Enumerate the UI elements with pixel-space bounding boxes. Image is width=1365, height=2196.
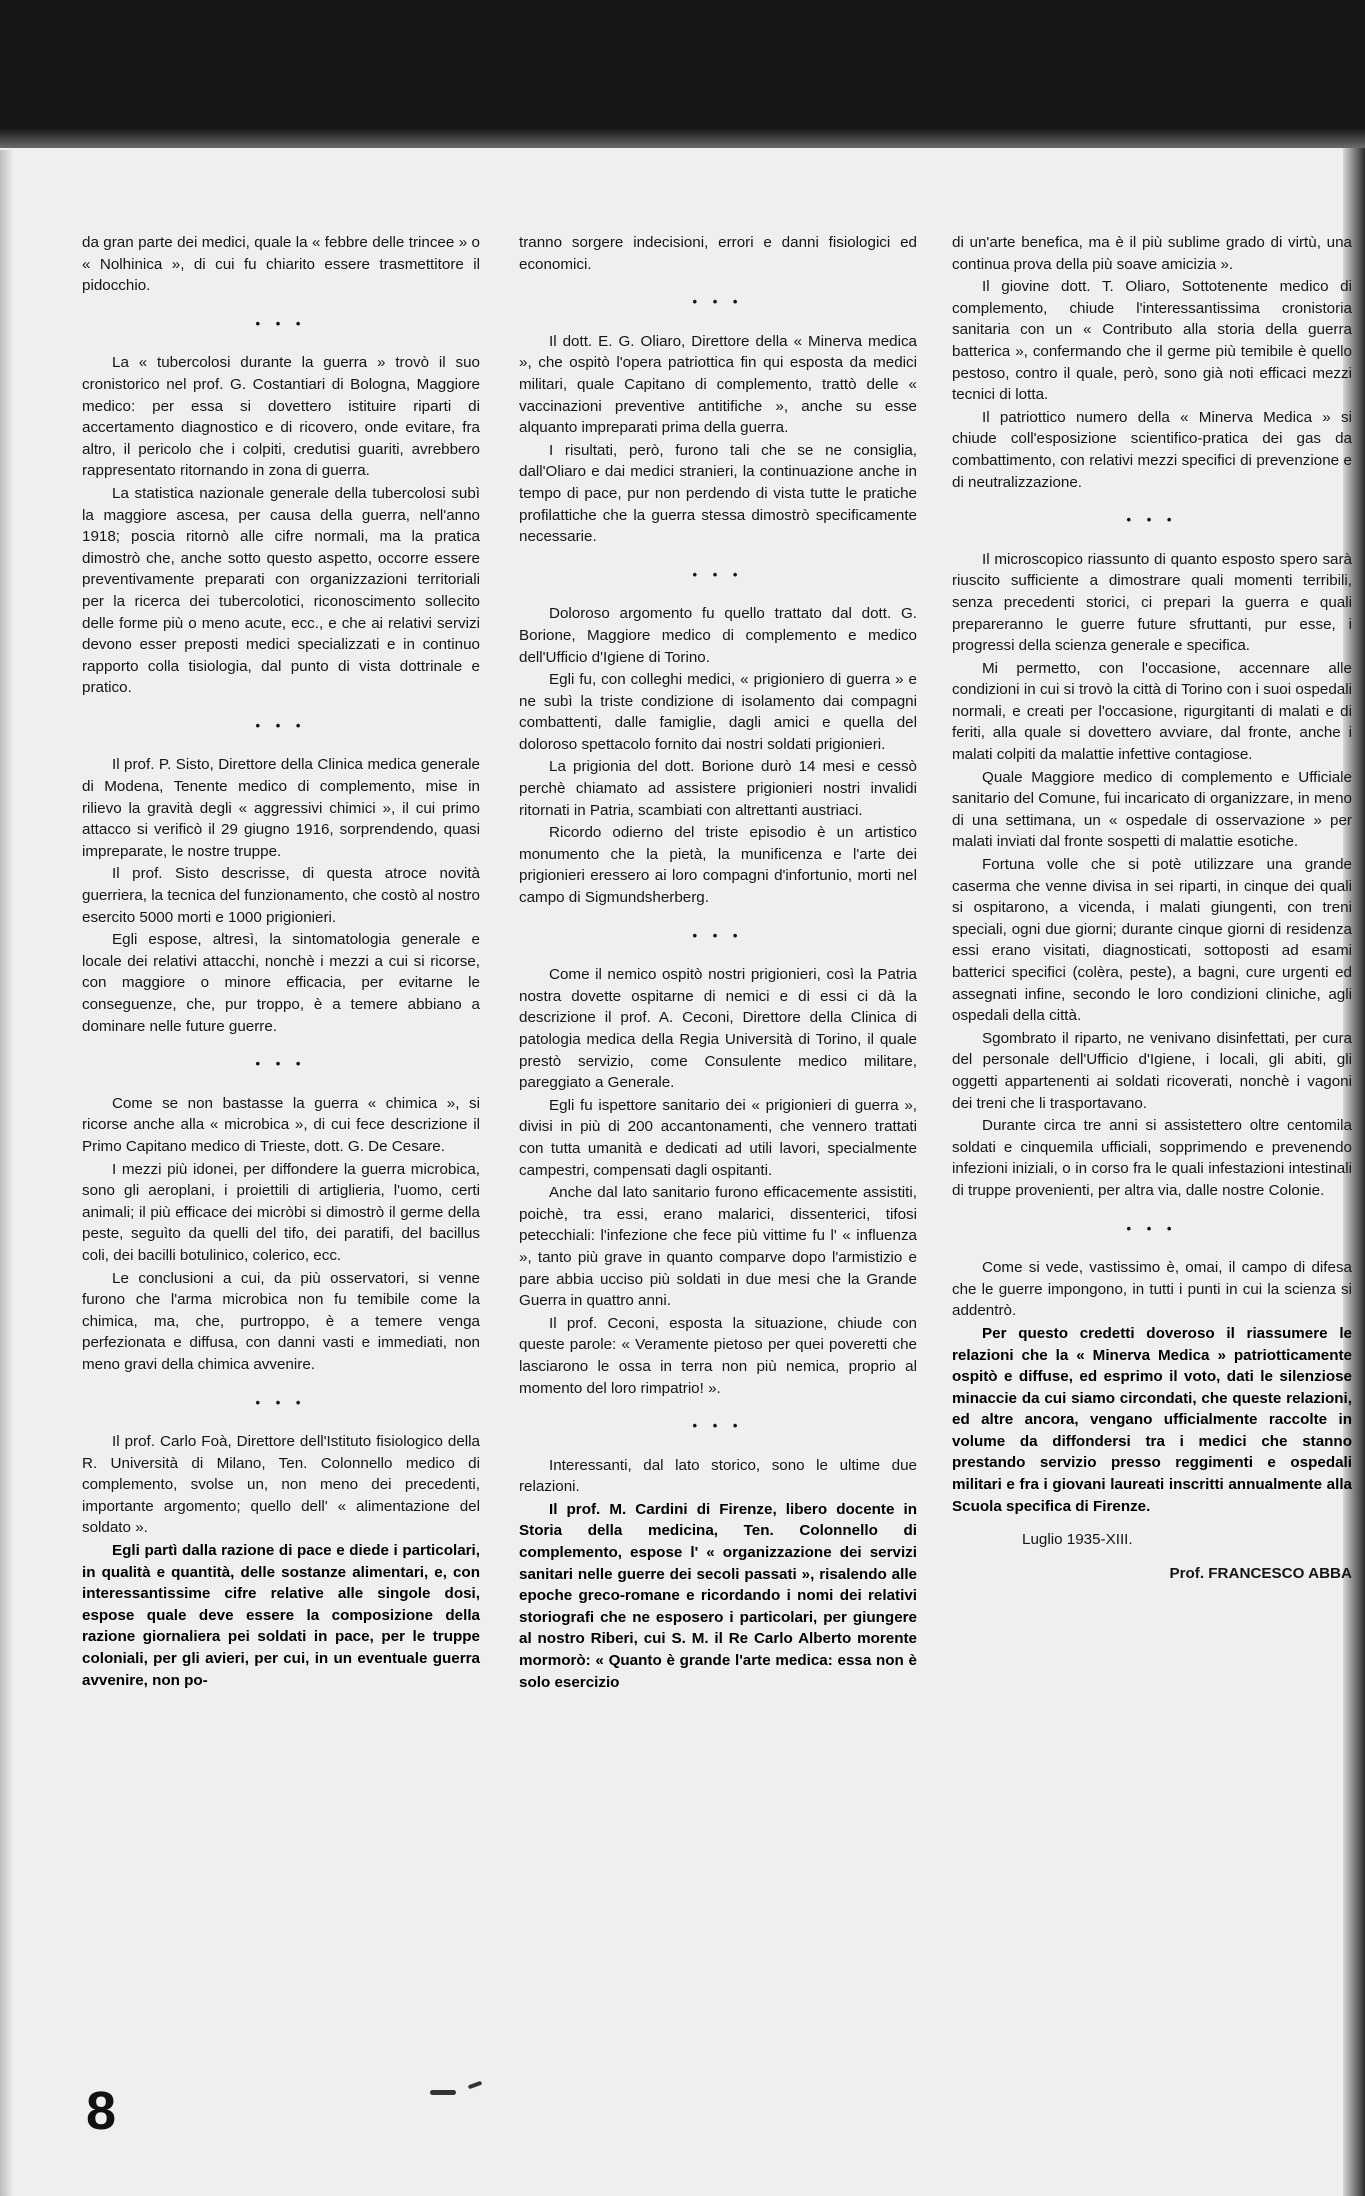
paragraph: Il giovine dott. T. Oliaro, Sottotenente medico di complemento, chiude l'interessantissima cronistoria sanitaria con un « Contributo alla storia della guerra batterica », confermando che il germe più temibile è quello pestoso, contro il quale, però, sono già noti efficaci mezzi tecnici di lotta. bbox=[952, 278, 1352, 404]
paragraph: La prigionia del dott. Borione durò 14 mesi e cessò perchè chiamato ad assistere prigionieri nostri invalidi ritornati in Patria, scambiati con altrettanti austriaci. bbox=[519, 758, 917, 819]
signature-name: Prof. FRANCESCO ABBA bbox=[1169, 1564, 1352, 1582]
paragraph: Mi permetto, con l'occasione, accennare alle condizioni in cui si trovò la città di Torino con i suoi ospedali normali, e creati per l'occasione, rigurgitanti di malati e di feriti, alla quale si dovettero avviare, dal fronte, anche i malati colpiti da malattie infettive contagiose. bbox=[952, 659, 1352, 764]
paragraph: La statistica nazionale generale della tubercolosi subì la maggiore ascesa, per causa della guerra, nell'anno 1918; poscia ritornò alle cifre normali, ma la pratica dimostrò che, anche sotto questo aspetto, occorre essere preventivamente preparati con organizzazioni territoriali per la ricerca dei tubercolotici, riconoscimento sollecito delle forme più o meno acute, ecc., e che ai relativi servizi devono esser preposti medici specializzati e in continuo rapporto colla tisiologia, dal punto di vista dottrinale e pratico. bbox=[82, 484, 480, 697]
paragraph: Ricordo odierno del triste episodio è un artistico monumento che la pietà, la munificenza e l'arte dei prigionieri eressero ai loro compagni d'infortunio, morti nel campo di Sigmundsherberg. bbox=[519, 824, 917, 907]
article-page bbox=[82, 232, 1360, 2152]
text-column-3 bbox=[952, 232, 1352, 1584]
paragraph: Il dott. E. G. Oliaro, Direttore della « Minerva medica », che ospitò l'opera patriottica fin qui esposta da medici militari, quale Capitano di complemento, trattò delle « vaccinazioni preventive antitifiche », anche su esse alquanto impreparati prima della guerra. bbox=[519, 332, 917, 437]
paragraph: Le conclusioni a cui, da più osservatori, si venne furono che l'arma microbica non fu temibile come la chimica, ma, che, purtroppo, è a temere venga perfezionata e diffusa, con danni vasti e immediati, non meno gravi della chimica avvenire. bbox=[82, 1269, 480, 1373]
paragraph: Doloroso argomento fu quello trattato dal dott. G. Borione, Maggiore medico di complemento e medico dell'Ufficio d'Igiene di Torino. bbox=[519, 605, 917, 666]
section-separator: • • • bbox=[255, 1056, 307, 1072]
paragraph: Il prof. Ceconi, esposta la situazione, chiude con queste parole: « Veramente pietoso per quei poveretti che lasciarono le ossa in terra non più nemica, proprio al momento del loro rimpatrio! ». bbox=[519, 1314, 917, 1397]
paragraph: Interessanti, dal lato storico, sono le ultime due relazioni. bbox=[519, 1456, 917, 1496]
paragraph: Anche dal lato sanitario furono efficacemente assistiti, poichè, tra essi, erano malarici, dissenterici, tifosi petecchiali: l'infezione che fece più vittime fu l' « influenza », tanto più grave in quanto comparve dopo l'armistizio e pare abbia ucciso più soldati in due mesi che la Grande Guerra in quattro anni. bbox=[519, 1184, 917, 1310]
paragraph: Egli espose, altresì, la sintomatologia generale e locale dei relativi attacchi, nonchè i mezzi a cui si ricorse, con maggiore o minore efficacia, per evitarne le conseguenze, che, pur troppo, è a temere abbiano a dominare nelle future guerre. bbox=[82, 931, 480, 1035]
paragraph: Il patriottico numero della « Minerva Medica » si chiude coll'esposizione scientifico-pratica dei gas da combattimento, con relativi mezzi specifici di prevenzione e di neutralizzazione. bbox=[952, 408, 1352, 491]
section-separator: • • • bbox=[1126, 512, 1178, 528]
scan-top-border bbox=[0, 0, 1365, 148]
section-separator: • • • bbox=[692, 1418, 744, 1434]
paragraph: Durante circa tre anni si assistettero oltre centomila soldati e cinquemila ufficiali, sopprimendo e prevenendo infezioni iniziali, o in corso fra le quali infestazioni intestinali di truppe provenienti, per altra via, dalle nostre Colonie. bbox=[952, 1117, 1352, 1199]
section-separator: • • • bbox=[255, 315, 307, 331]
paragraph: di un'arte benefica, ma è il più sublime grado di virtù, una continua prova della più soave amicizia ». bbox=[952, 234, 1352, 273]
paragraph: Il prof. M. Cardini di Firenze, libero docente in Storia della medicina, Ten. Colonnello di complemento, espose l' « organizzazione dei servizi sanitari nelle guerre dei secoli passati », risalendo alle epoche greco-romane e ricordando i nomi dei relativi storiografi che ne esposero i particolari, per giungere al nostro Riberi, cui S. M. il Re Carlo Alberto morente mormorò: « Quanto è grande l'arte medica: essa non è solo esercizio bbox=[519, 1500, 917, 1691]
paragraph: Egli partì dalla razione di pace e diede i particolari, in qualità e quantità, delle sostanze alimentari, e, con interessantissime cifre relative alle singole dosi, espose quale deve essere la composizione della razione giornaliera pei soldati in pace, per le truppe coloniali, per gli avieri, per cui, in un eventuale guerra avvenire, non po- bbox=[82, 1542, 480, 1689]
paragraph: Quale Maggiore medico di complemento e Ufficiale sanitario del Comune, fui incaricato di organizzare, in meno di una settimana, un « ospedale di osservazione » per malati inviati dal fronte sospetti di malattie esotiche. bbox=[952, 768, 1352, 851]
paragraph: La « tubercolosi durante la guerra » trovò il suo cronistorico nel prof. G. Costantiari di Bologna, Maggiore medico: per essa si dovettero istituire riparti di accertamento diagnostico e di ricovero, onde evitare, fra altro, il pericolo che i colpiti, credutisi guariti, avrebbero rappresentato ritornando in zona di guerra. bbox=[82, 354, 480, 480]
section-separator: • • • bbox=[692, 566, 744, 582]
section-separator: • • • bbox=[255, 1394, 307, 1410]
scan-artifact bbox=[430, 2090, 456, 2095]
section-separator: • • • bbox=[692, 927, 744, 943]
paragraph: Il prof. Sisto descrisse, di questa atroce novità guerriera, la tecnica del funzionamento, che costò al nostro esercito 5000 morti e 1000 prigionieri. bbox=[82, 865, 480, 926]
paragraph: Il prof. P. Sisto, Direttore della Clinica medica generale di Modena, Tenente medico di complemento, mise in rilievo la gravità degli « aggressivi chimici », il cui primo attacco si verificò il 29 giugno 1916, sorprendendo, quasi impreparate, le nostre truppe. bbox=[82, 756, 480, 860]
paragraph: Come il nemico ospitò nostri prigionieri, così la Patria nostra dovette ospitarne di nemici e di essi ci dà la descrizione il prof. A. Ceconi, Direttore della Clinica di patologia medica della Regia Università di Torino, il quale prestò servizio, come Consulente medico militare, pareggiato a Generale. bbox=[519, 966, 917, 1092]
paragraph: Egli fu, con colleghi medici, « prigioniero di guerra » e ne subì la triste condizione di isolamento dai compagni combattenti, dalle famiglie, dagli amici e quella del doloroso spettacolo fornito dai nostri soldati prigionieri. bbox=[519, 671, 917, 753]
text-column-2 bbox=[519, 232, 917, 1693]
signature-date: Luglio 1935-XIII. bbox=[1022, 1531, 1133, 1549]
text-column-1 bbox=[82, 232, 480, 1691]
paragraph: Fortuna volle che si potè utilizzare una grande caserma che venne divisa in sei riparti, in cinque dei quali si ospitarono, a vicenda, i malati giungenti, con treni speciali, ogni due giorni; durante cinque giorni di residenza essi erano visitati, diagnosticati, sottoposti ad esami batterici specifici (colèra, peste), a bagni, cure urgenti ed assegnati infine, secondo le loro condizioni cliniche, agli ospedali della città. bbox=[952, 856, 1352, 1025]
paragraph: tranno sorgere indecisioni, errori e danni fisiologici ed economici. bbox=[519, 234, 917, 273]
paragraph: Per questo credetti doveroso il riassumere le relazioni che la « Minerva Medica » patriotticamente ospitò e diffuse, ed esprimo il voto, dati le silenziose minaccie da cui siamo circondati, che queste relazioni, ed altre ancora, vengano ufficialmente raccolte in volume da diffondersi tra i medici che stanno prestando servizio presso reggimenti e ospedali militari e fra i giovani laureati inscritti annualmente alla Scuola specifica di Firenze. bbox=[952, 1324, 1352, 1515]
paragraph: da gran parte dei medici, quale la « febbre delle trincee » o « Nolhinica », di cui fu chiarito essere trasmettitore il pidocchio. bbox=[82, 234, 480, 295]
page-number: 8 bbox=[86, 2081, 117, 2141]
paragraph: I risultati, però, furono tali che se ne consiglia, dall'Oliaro e dai medici stranieri, la continuazione anche in tempo di pace, pur non perdendo di vista tutte le pratiche profilattiche che la guerra stessa dimostrò specificamente necessarie. bbox=[519, 441, 917, 546]
scan-left-shadow bbox=[0, 150, 14, 2196]
paragraph: Come se non bastasse la guerra « chimica », si ricorse anche alla « microbica », di cui fece descrizione il Primo Capitano medico di Trieste, dott. G. De Cesare. bbox=[82, 1094, 480, 1155]
paragraph: I mezzi più idonei, per diffondere la guerra microbica, sono gli aeroplani, i proiettili di artiglieria, l'uomo, certi animali; il più efficace dei micròbi si dimostrò il germe della peste, seguìto da quelli del tifo, dei paratifi, del bacillus coli, dei bacilli botulinico, colerico, ecc. bbox=[82, 1160, 480, 1264]
paragraph: Il prof. Carlo Foà, Direttore dell'Istituto fisiologico della R. Università di Milano, Ten. Colonnello medico di complemento, svolse un, non meno dei precedenti, importante argomento; quello dell' « alimentazione del soldato ». bbox=[82, 1433, 480, 1537]
section-separator: • • • bbox=[255, 717, 307, 733]
paragraph: Come si vede, vastissimo è, omai, il campo di difesa che le guerre impongono, in tutti i punti in cui la scienza si addentrò. bbox=[952, 1259, 1352, 1320]
section-separator: • • • bbox=[1126, 1220, 1178, 1236]
section-separator: • • • bbox=[692, 294, 744, 310]
paragraph: Il microscopico riassunto di quanto esposto spero sarà riuscito sufficiente a dimostrare quali momenti terribili, senza precedenti storici, ci prepari la guerra e quali prepareranno le guerre future sfruttanti, pur esse, i progressi della scienza generale e specifica. bbox=[952, 550, 1352, 655]
paragraph: Sgombrato il riparto, ne venivano disinfettati, per cura del personale dell'Ufficio d'Igiene, i locali, gli abiti, gli oggetti appartenenti ai soldati ricoverati, nonchè i vagoni dei treni che li trasportavano. bbox=[952, 1029, 1352, 1112]
paragraph: Egli fu ispettore sanitario dei « prigionieri di guerra », divisi in più di 200 accantonamenti, che vennero trattati con tutta umanità e dedicati ad utili lavori, specialmente campestri, compensati dagli ospitanti. bbox=[519, 1096, 917, 1179]
